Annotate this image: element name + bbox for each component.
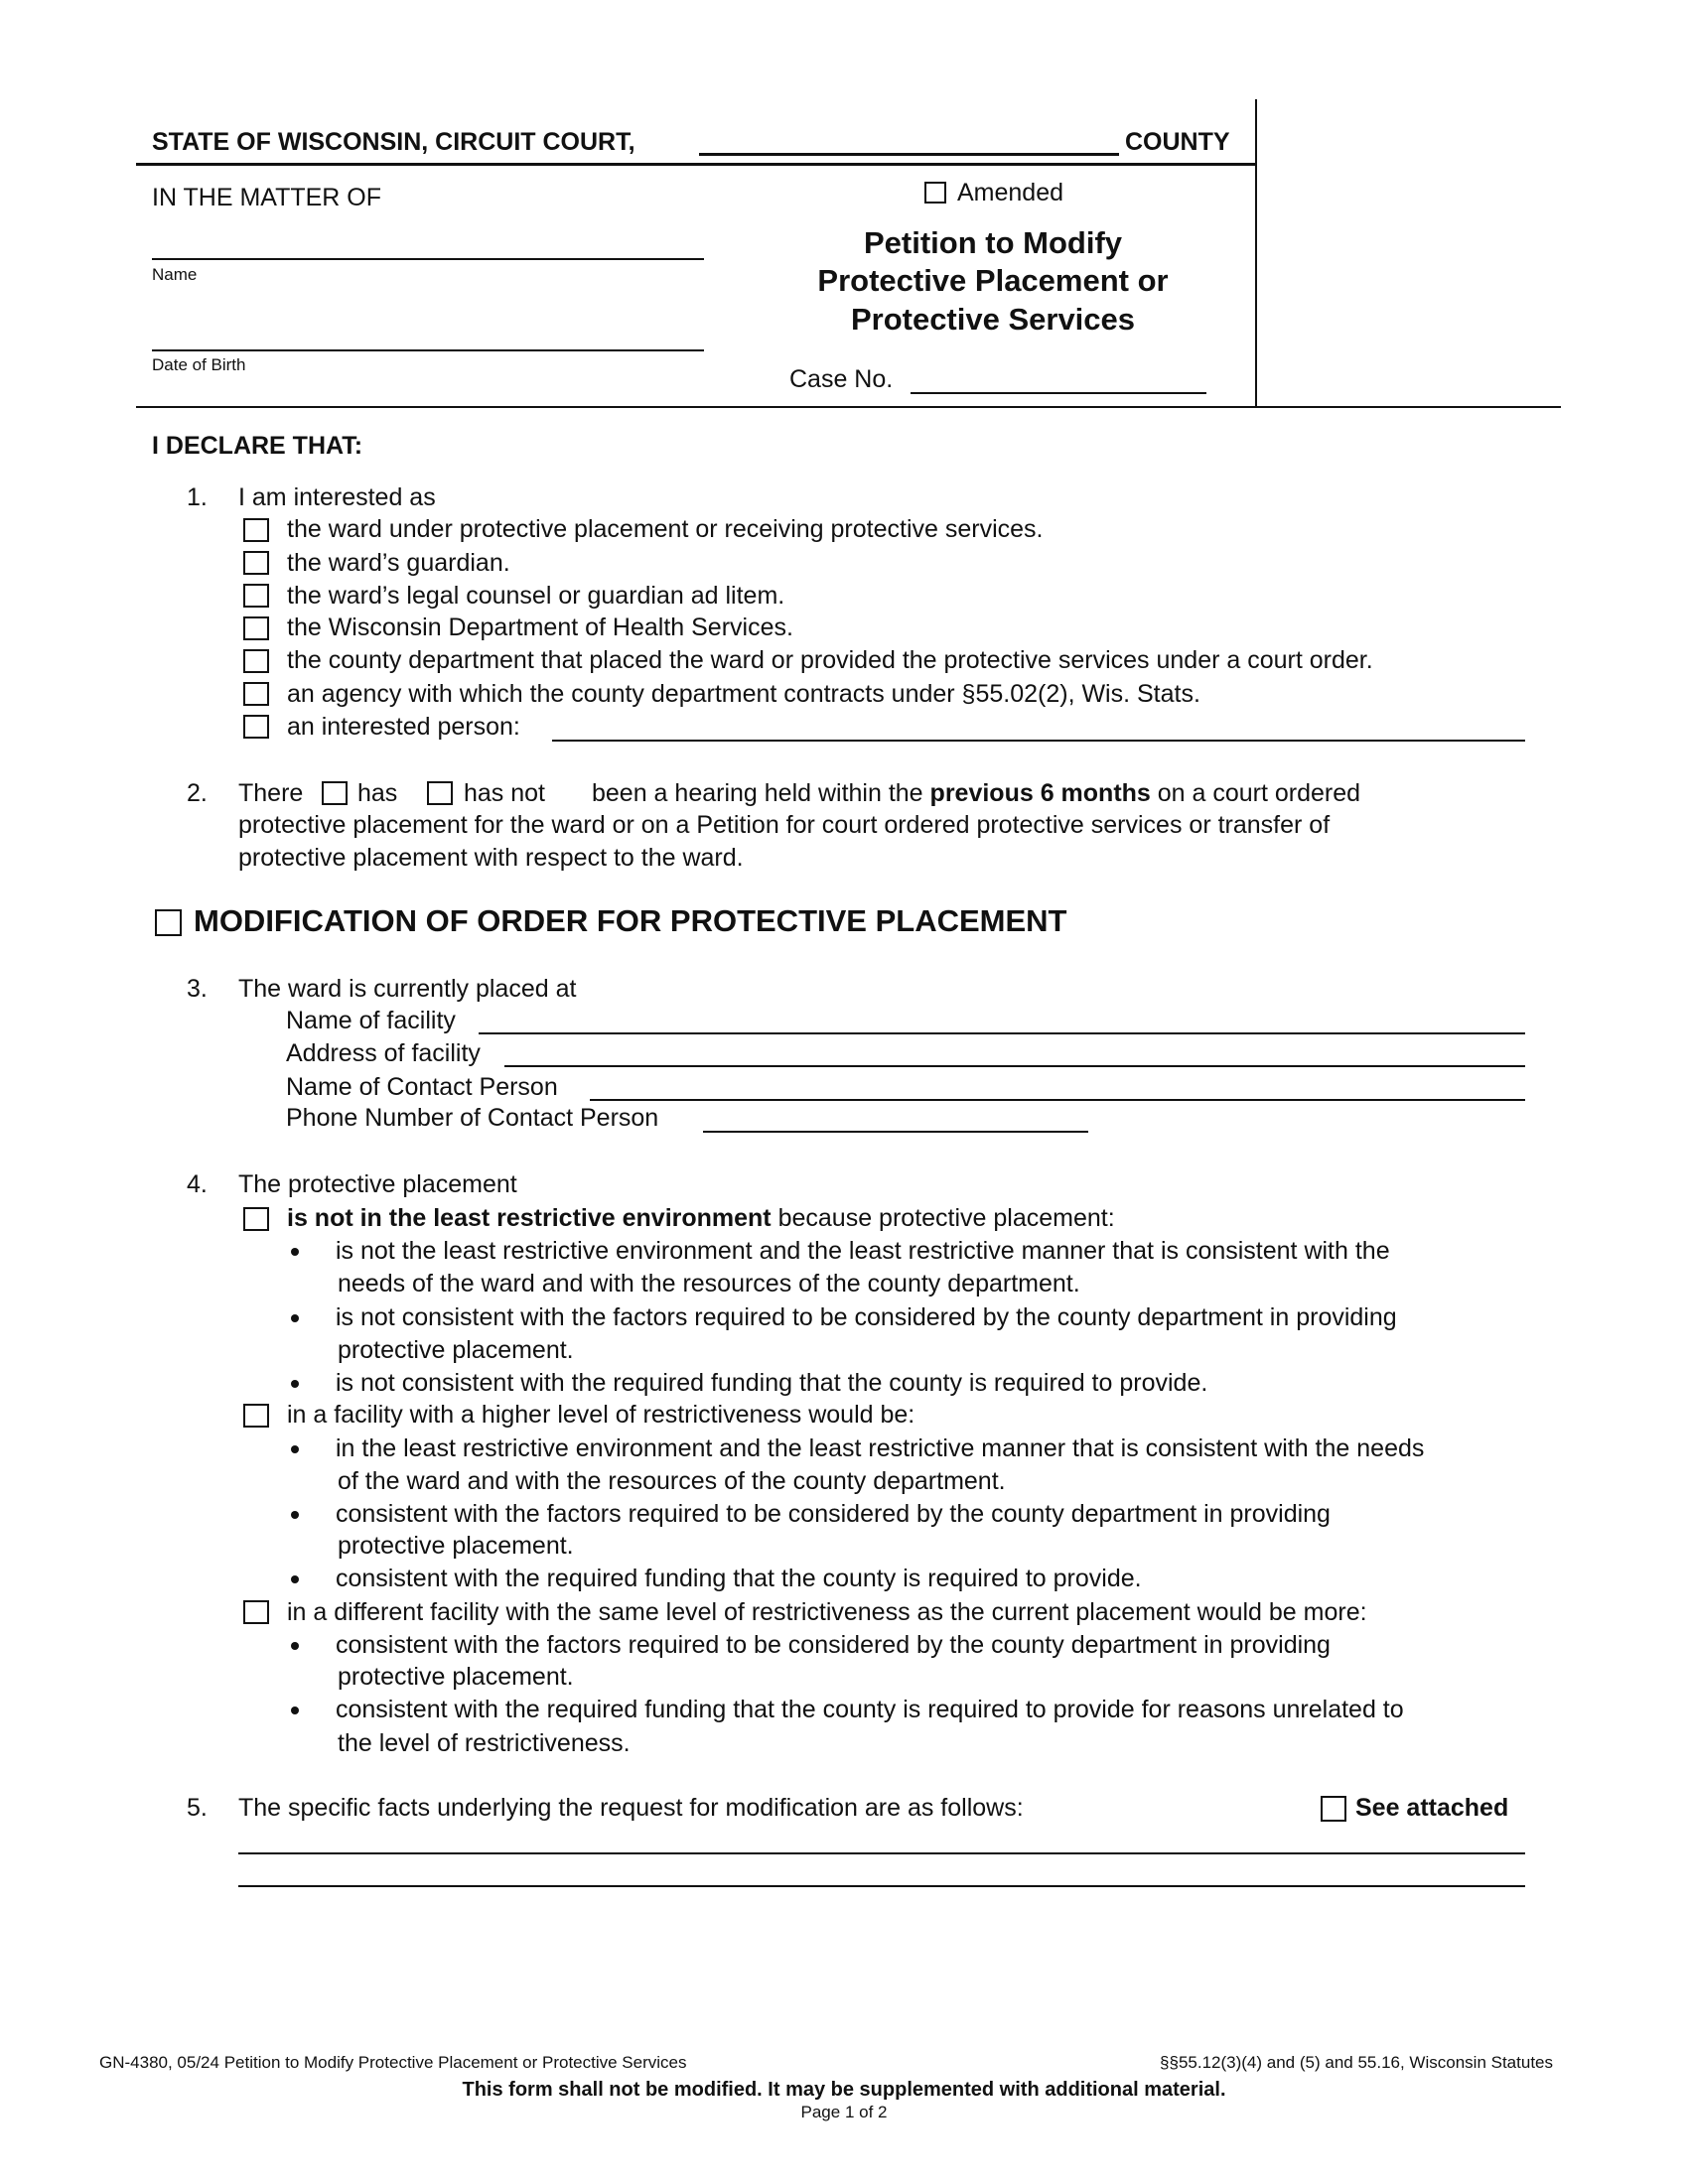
dob-input[interactable]: [152, 349, 704, 351]
name-label: Name: [152, 265, 198, 284]
opt2-bullet-3: consistent with the required funding that the county is required to provide.: [336, 1565, 1142, 1592]
name-input[interactable]: [152, 258, 704, 260]
contact-name-label: Name of Contact Person: [286, 1073, 558, 1101]
bullet-icon: [291, 1706, 299, 1714]
item-2-number: 2.: [187, 779, 208, 807]
hearing-has-not-checkbox[interactable]: [427, 781, 453, 805]
opt3-bullet-1a: consistent with the factors required to be considered by the county department in providing: [336, 1631, 1331, 1659]
interest-county-label: the county department that placed the ward or provided the protective services under a court order.: [287, 646, 1373, 674]
item-2-line-3: protective placement with respect to the ward.: [238, 844, 744, 872]
item-2-there: There: [238, 779, 304, 807]
dob-label: Date of Birth: [152, 355, 246, 374]
bullet-icon: [291, 1248, 299, 1256]
item-3-number: 3.: [187, 975, 208, 1003]
interest-counsel-label: the ward’s legal counsel or guardian ad litem.: [287, 582, 785, 610]
facility-address-input[interactable]: [504, 1065, 1525, 1067]
opt1-bullet-1b: needs of the ward and with the resources of the county department.: [338, 1270, 1080, 1297]
bullet-icon: [291, 1642, 299, 1650]
opt2-bullet-2a: consistent with the factors required to be considered by the county department in providing: [336, 1500, 1331, 1528]
see-attached-checkbox[interactable]: [1321, 1796, 1346, 1822]
different-facility-checkbox[interactable]: [243, 1600, 269, 1624]
bullet-icon: [291, 1380, 299, 1388]
hearing-has-not-label: has not: [464, 779, 546, 807]
form-title-line-2: Protective Placement or: [817, 263, 1169, 298]
different-facility-label: in a different facility with the same level of restrictiveness as the current placement would be more:: [287, 1598, 1367, 1626]
interest-county-checkbox[interactable]: [243, 649, 269, 673]
opt1-bullet-3: is not consistent with the required funding that the county is required to provide.: [336, 1369, 1208, 1397]
interested-person-input[interactable]: [552, 740, 1525, 742]
case-no-input[interactable]: [911, 392, 1206, 394]
case-no-label: Case No.: [789, 365, 894, 393]
facility-name-input[interactable]: [479, 1032, 1525, 1034]
footer-form-id: GN-4380, 05/24 Petition to Modify Protective Placement or Protective Services: [99, 2053, 687, 2072]
opt1-bullet-2b: protective placement.: [338, 1336, 574, 1364]
facility-address-label: Address of facility: [286, 1039, 481, 1067]
item-5-text: The specific facts underlying the request for modification are as follows:: [238, 1794, 1024, 1822]
footer-page-number: Page 1 of 2: [800, 2103, 888, 2121]
interest-agency-label: an agency with which the county department contracts under §55.02(2), Wis. Stats.: [287, 680, 1200, 708]
opt2-bullet-2b: protective placement.: [338, 1532, 574, 1560]
form-title-line-1: Petition to Modify: [863, 225, 1123, 260]
not-least-restrictive-label: [287, 1204, 1115, 1232]
interest-counsel-checkbox[interactable]: [243, 584, 269, 608]
interest-person-label: an interested person:: [287, 713, 520, 741]
opt3-bullet-2b: the level of restrictiveness.: [338, 1729, 631, 1757]
contact-phone-input[interactable]: [703, 1131, 1088, 1133]
facts-input-line-1[interactable]: [238, 1852, 1525, 1854]
amended-checkbox[interactable]: [924, 182, 946, 204]
facility-name-label: Name of facility: [286, 1007, 456, 1034]
bullet-icon: [291, 1445, 299, 1453]
contact-name-input[interactable]: [590, 1099, 1525, 1101]
amended-label: Amended: [957, 179, 1064, 206]
interest-dhs-checkbox[interactable]: [243, 616, 269, 640]
hearing-has-label: has: [357, 779, 398, 807]
header-rule: [136, 163, 1257, 166]
declare-heading: I DECLARE THAT:: [152, 432, 363, 460]
form-title-line-3: Protective Services: [850, 302, 1136, 337]
opt1-bullet-2a: is not consistent with the factors required to be considered by the county department in providing: [336, 1303, 1397, 1331]
opt2-bullet-1a: in the least restrictive environment and the least restrictive manner that is consistent with the needs: [336, 1434, 1425, 1462]
court-label: STATE OF WISCONSIN, CIRCUIT COURT,: [152, 128, 635, 156]
item-1-number: 1.: [187, 483, 208, 511]
item-2-text-b: on a court ordered: [1157, 779, 1361, 807]
bullet-icon: [291, 1314, 299, 1322]
not-least-restrictive-checkbox[interactable]: [243, 1207, 269, 1231]
opt1-bold: is not in the least restrictive environment: [287, 1204, 772, 1232]
opt1-rest: because protective placement:: [777, 1204, 1115, 1232]
item-4-number: 4.: [187, 1170, 208, 1198]
interest-guardian-checkbox[interactable]: [243, 551, 269, 575]
interest-agency-checkbox[interactable]: [243, 682, 269, 706]
footer-statutes: §§55.12(3)(4) and (5) and 55.16, Wisconsin Statutes: [1160, 2053, 1553, 2072]
opt1-bullet-1a: is not the least restrictive environment and the least restrictive manner that is consistent with the: [336, 1237, 1390, 1265]
county-label: COUNTY: [1125, 128, 1230, 156]
interest-dhs-label: the Wisconsin Department of Health Services.: [287, 614, 793, 641]
county-input[interactable]: [699, 153, 1119, 156]
item-3-text: The ward is currently placed at: [238, 975, 577, 1003]
contact-phone-label: Phone Number of Contact Person: [286, 1104, 659, 1132]
opt3-bullet-2a: consistent with the required funding that the county is required to provide for reasons unrelated to: [336, 1696, 1404, 1723]
interest-person-checkbox[interactable]: [243, 715, 269, 739]
item-5-number: 5.: [187, 1794, 208, 1822]
interest-ward-checkbox[interactable]: [243, 518, 269, 542]
item-2-line-2: protective placement for the ward or on a Petition for court ordered protective services or transfer of: [238, 811, 1331, 839]
facts-input-line-2[interactable]: [238, 1885, 1525, 1887]
footer-notice: This form shall not be modified. It may be supplemented with additional material.: [462, 2079, 1226, 2101]
item-2-text: [592, 779, 1360, 807]
item-2-text-a: been a hearing held within the: [592, 779, 923, 807]
higher-restrictiveness-label: in a facility with a higher level of restrictiveness would be:: [287, 1401, 915, 1429]
bullet-icon: [291, 1511, 299, 1519]
hearing-has-checkbox[interactable]: [322, 781, 348, 805]
caption-bottom-rule: [136, 406, 1561, 408]
bullet-icon: [291, 1575, 299, 1583]
item-2-bold: previous 6 months: [929, 779, 1151, 807]
higher-restrictiveness-checkbox[interactable]: [243, 1404, 269, 1428]
in-matter-of-label: IN THE MATTER OF: [152, 184, 382, 211]
opt3-bullet-1b: protective placement.: [338, 1663, 574, 1691]
interest-guardian-label: the ward’s guardian.: [287, 549, 510, 577]
see-attached-label: See attached: [1355, 1794, 1509, 1822]
section-heading: MODIFICATION OF ORDER FOR PROTECTIVE PLACEMENT: [194, 903, 1067, 938]
header-vertical-divider: [1255, 99, 1257, 407]
modification-checkbox[interactable]: [155, 909, 182, 936]
item-1-text: I am interested as: [238, 483, 436, 511]
opt2-bullet-1b: of the ward and with the resources of the county department.: [338, 1467, 1006, 1495]
interest-ward-label: the ward under protective placement or receiving protective services.: [287, 515, 1044, 543]
item-4-text: The protective placement: [238, 1170, 517, 1198]
